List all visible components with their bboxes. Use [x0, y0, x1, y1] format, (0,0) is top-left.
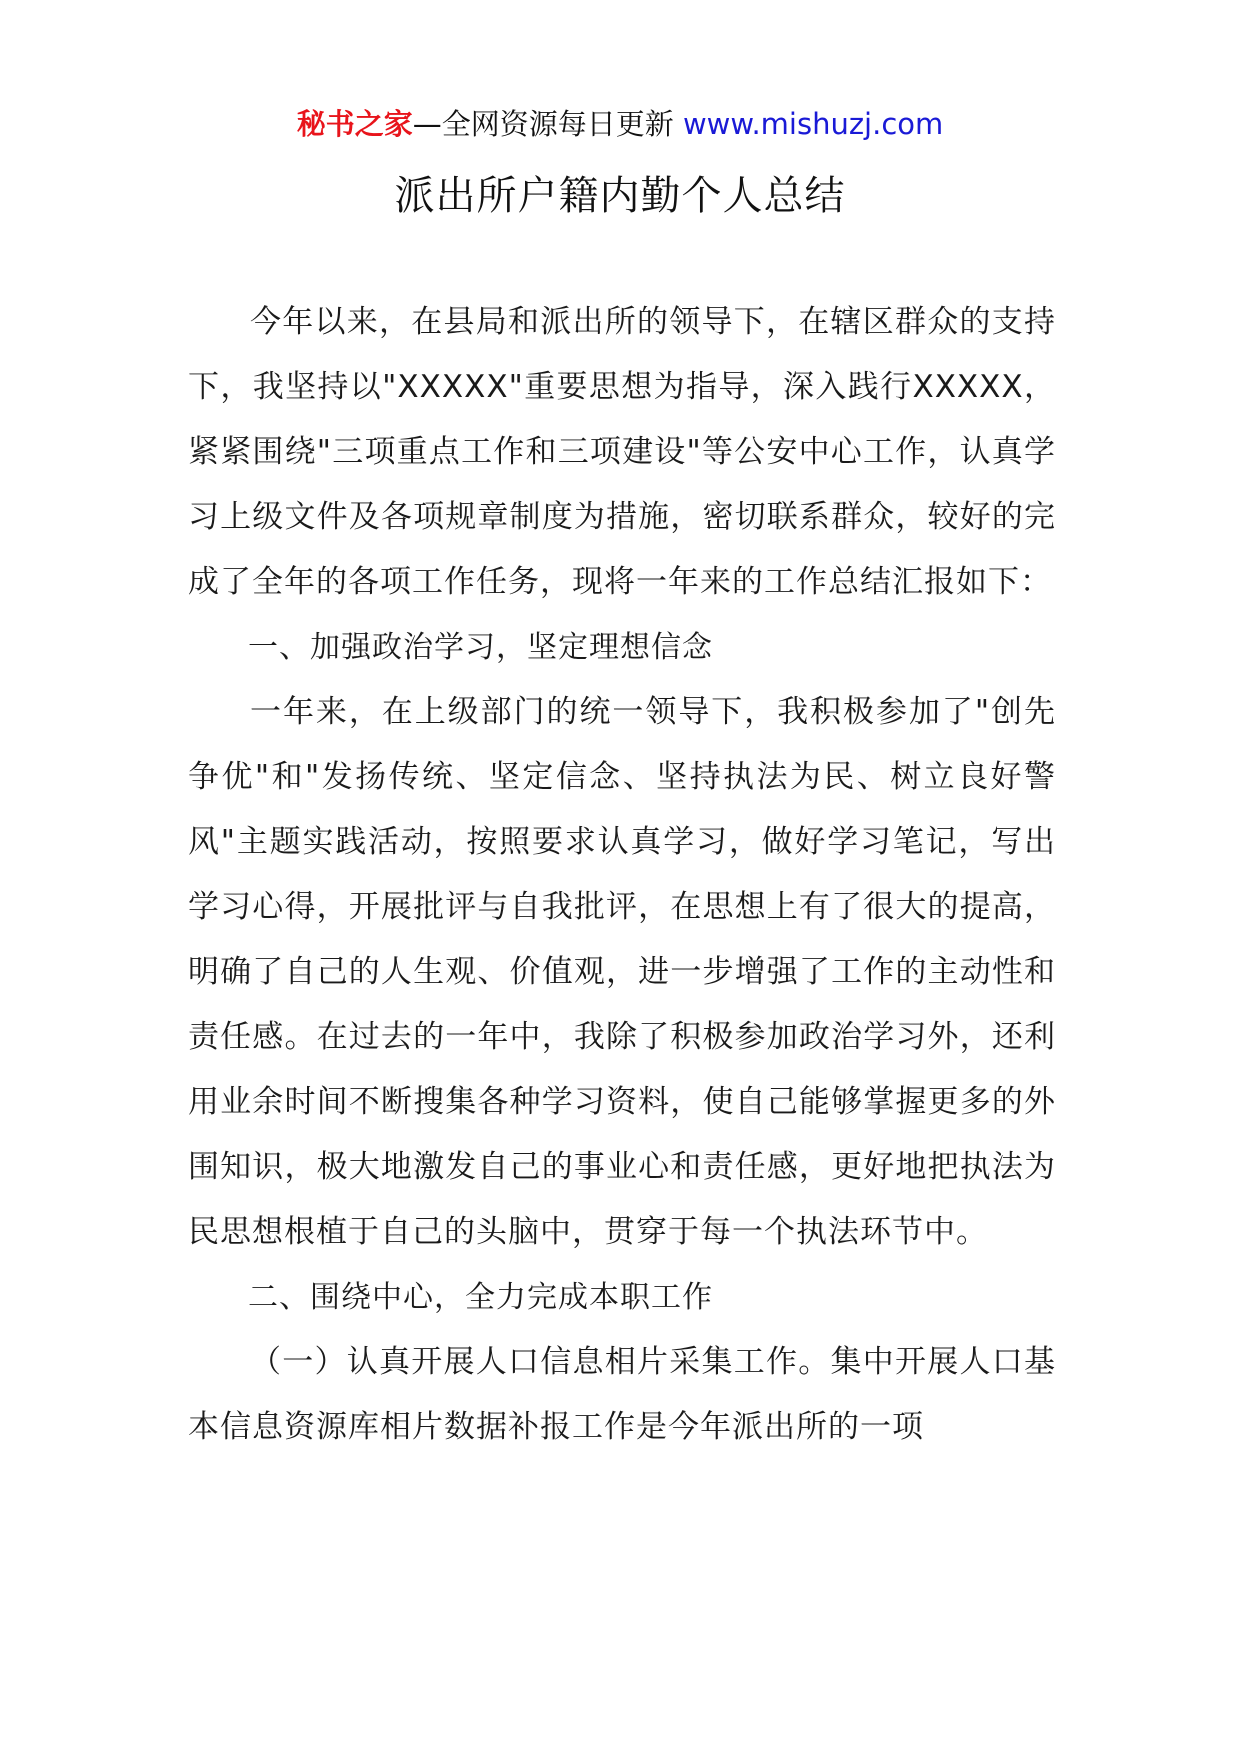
intro-paragraph: 今年以来，在县局和派出所的领导下，在辖区群众的支持下，我坚持以"XXXXX"重要思想为指导，深入践行XXXXX，紧紧围绕"三项重点工作和三项建设"等公安中心工作，认真学习上级文件及各项规章制度为措施，密切联系群众，较好的完成了全年的各项工作任务，现将一年来的工作总结汇报如下：: [188, 304, 1056, 600]
banner-slogan: —全网资源每日更新: [412, 107, 683, 141]
site-url: www.mishuzj.com: [682, 107, 944, 141]
section-heading-2: 二、围绕中心，全力完成本职工作: [248, 1280, 713, 1315]
section-heading-1: 一、加强政治学习，坚定理想信念: [248, 630, 713, 665]
document-title: 派出所户籍内勤个人总结: [394, 173, 846, 219]
brand-name: 秘书之家: [296, 107, 413, 141]
section-2-paragraph: （一）认真开展人口信息相片采集工作。集中开展人口基本信息资源库相片数据补报工作是今年派出所的一项: [188, 1344, 1056, 1445]
site-banner: [0, 104, 1240, 144]
section-1-paragraph: 一年来，在上级部门的统一领导下，我积极参加了"创先争优"和"发扬传统、坚定信念、坚持执法为民、树立良好警风"主题实践活动，按照要求认真学习，做好学习笔记，写出学习心得，开展批评与自我批评，在思想上有了很大的提高，明确了自己的人生观、价值观，进一步增强了工作的主动性和责任感。在过去的一年中，我除了积极参加政治学习外，还利用业余时间不断搜集各种学习资料，使自己能够掌握更多的外围知识，极大地激发自己的事业心和责任感，更好地把执法为民思想根植于自己的头脑中，贯穿于每一个执法环节中。: [188, 694, 1056, 1250]
document-body: [188, 290, 1056, 1460]
